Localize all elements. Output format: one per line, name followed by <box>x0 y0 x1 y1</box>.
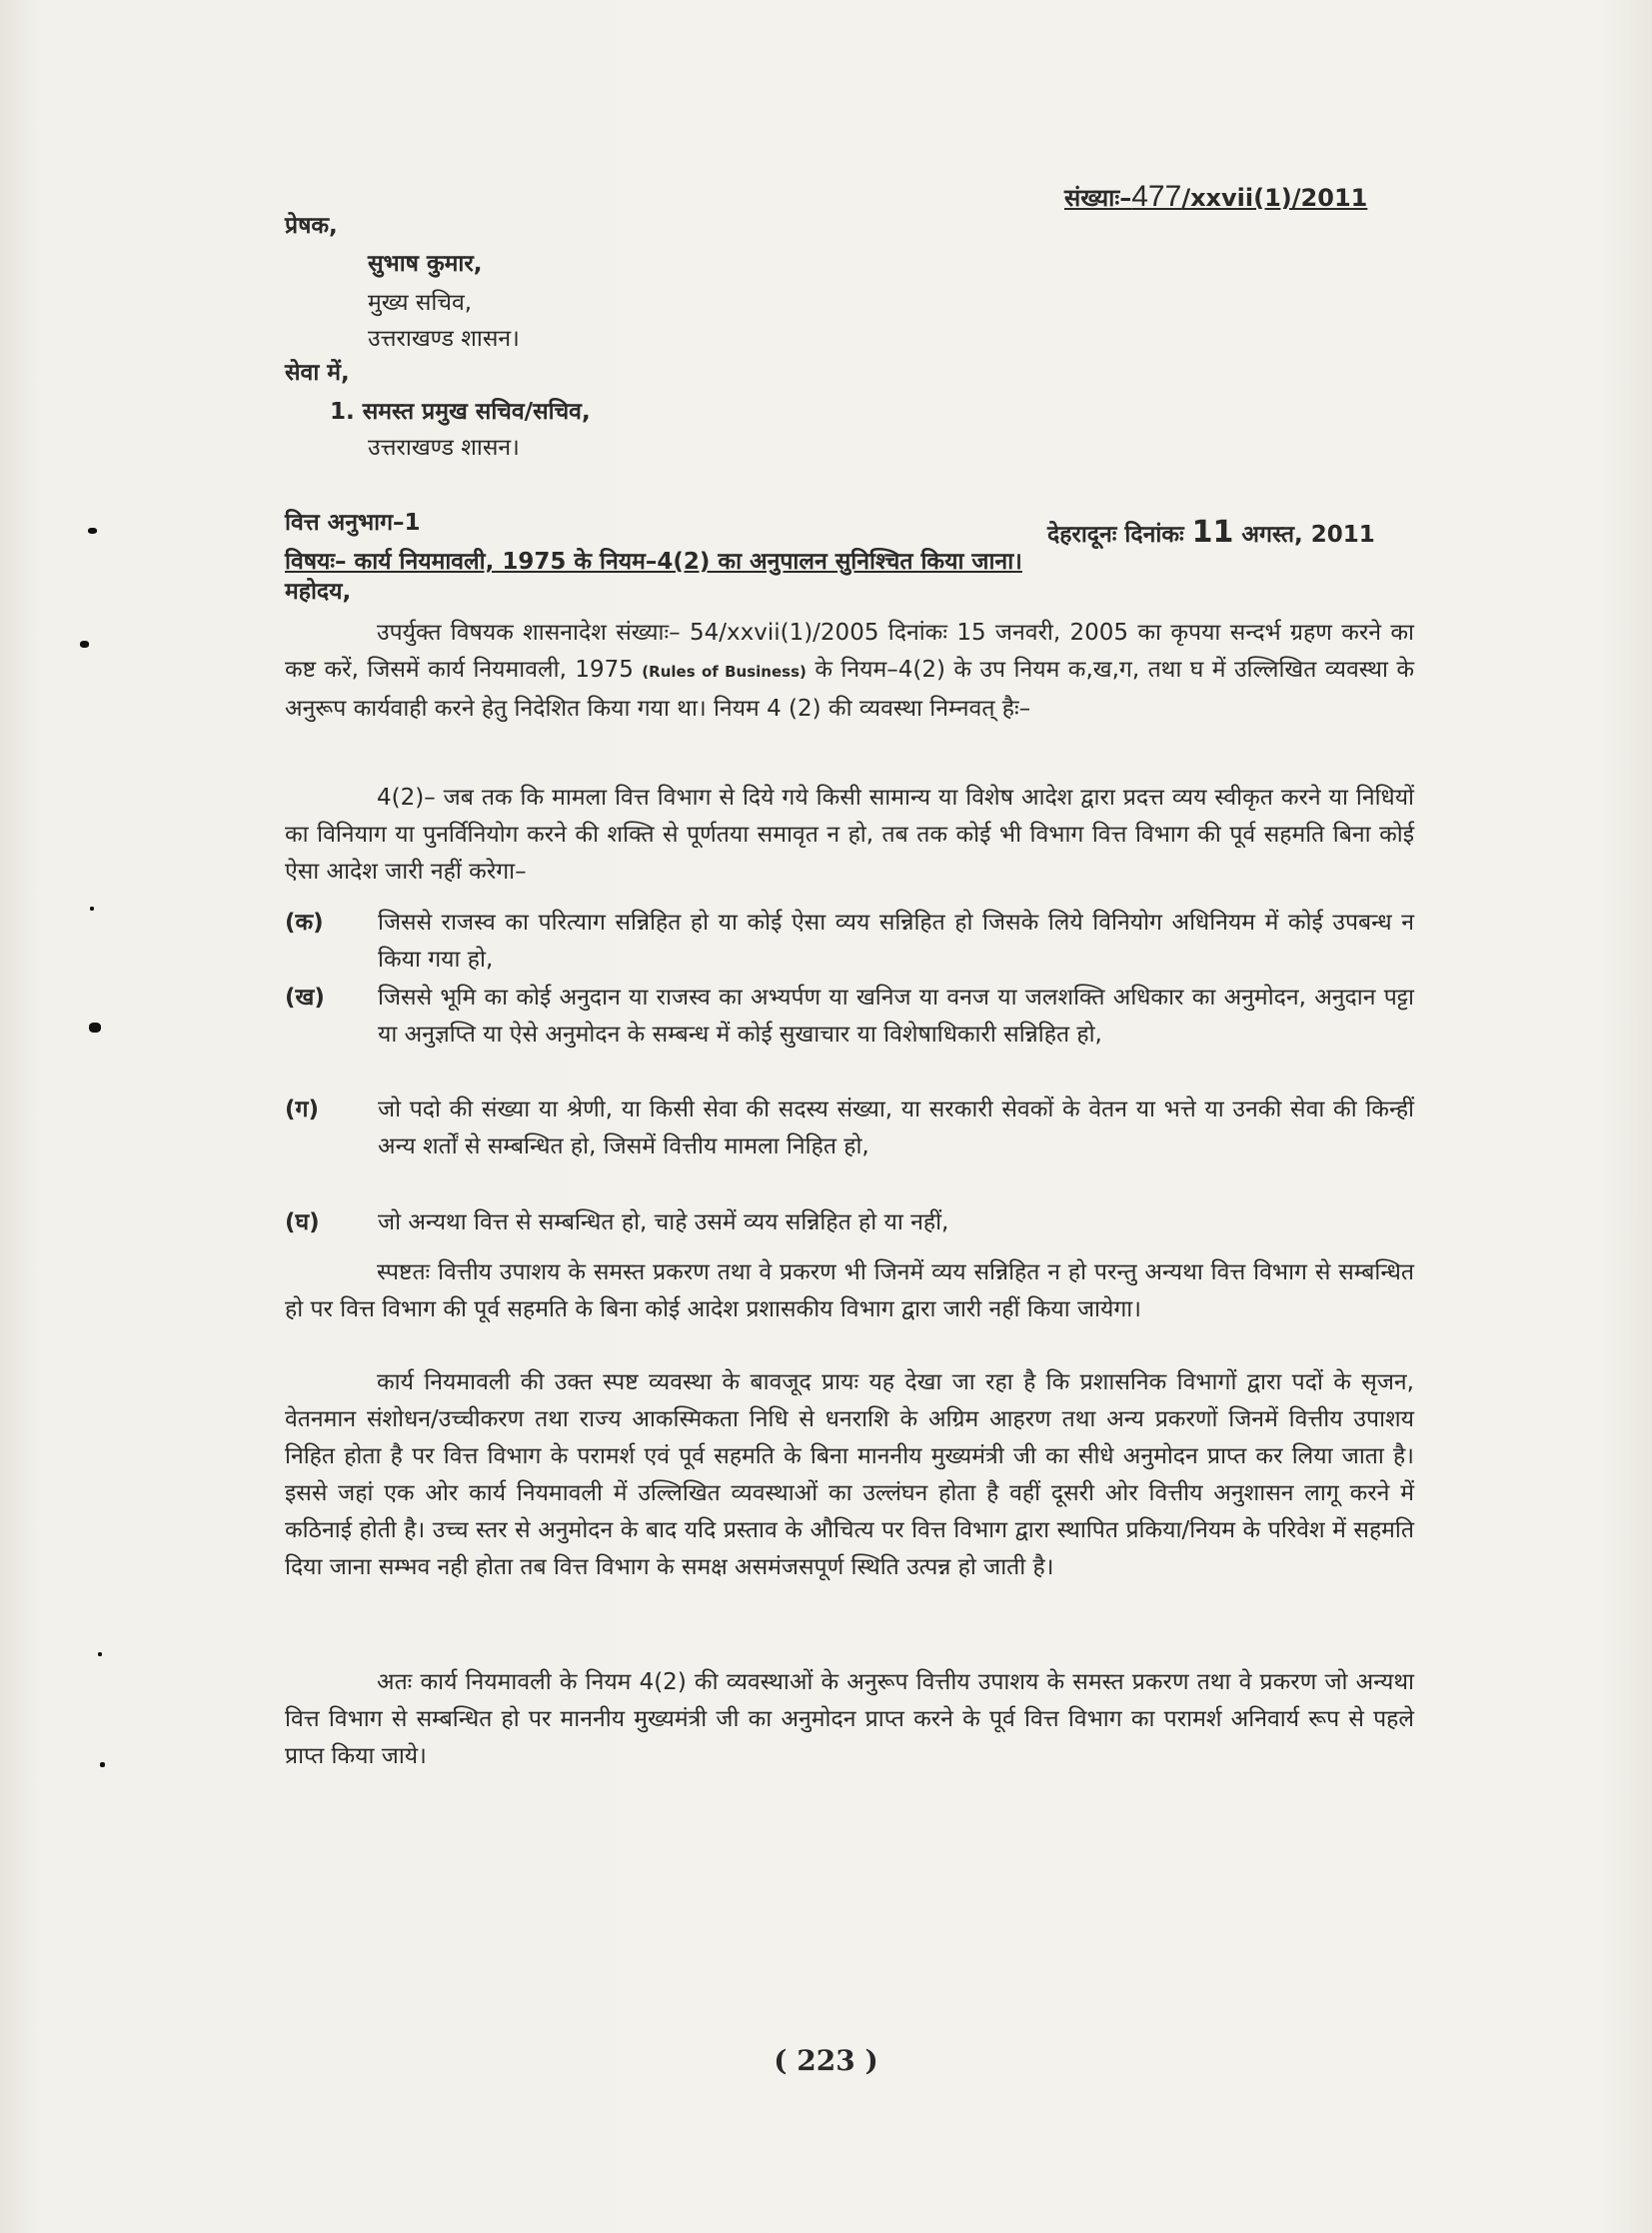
clause-mark: (ग) <box>285 1097 319 1122</box>
recipient-item: 1. समस्त प्रमुख सचिव/सचिव, <box>330 399 591 425</box>
sender-name: सुभाष कुमार, <box>368 251 483 277</box>
sender-designation: मुख्य सचिव, <box>368 290 473 316</box>
clause-text: जो अन्यथा वित्त से सम्बन्धित हो, चाहे उसमें व्यय सन्निहित हो या नहीं, <box>378 1209 949 1235</box>
paragraph-clarification-text: स्पष्टतः वित्तीय उपाशय के समस्त प्रकरण तथा वे प्रकरण भी जिनमें व्यय सन्निहित न हो परन्तु अन्यथा वित्त विभाग से सम्बन्धित हो पर वित्त विभाग की पूर्व सहमति के बिना कोई आदेश प्रशासकीय विभाग द्वारा जारी नहीं किया जायेगा। <box>285 1259 1414 1322</box>
sender-government: उत्तराखण्ड शासन। <box>368 326 520 352</box>
paragraph-clarification <box>285 1254 1414 1328</box>
paragraph-reference <box>285 615 1414 728</box>
scan-speck <box>98 1652 102 1656</box>
department: वित्त अनुभाग–1 <box>285 510 421 536</box>
paragraph-directive-text: अतः कार्य नियमावली के नियम 4(2) की व्यवस्थाओं के अनुरूप वित्तीय उपाशय के समस्त प्रकरण तथा वे प्रकरण जो अन्यथा वित्त विभाग से सम्बन्धित हो पर माननीय मुख्यमंत्री जी का अनुमोदन प्राप्त करने के पूर्व वित्त विभाग का परामर्श अनिवार्य रूप से पहले प्राप्त किया जाये। <box>285 1669 1414 1769</box>
scan-speck <box>100 1762 105 1767</box>
paragraph-observation-text: कार्य नियमावली की उक्त स्पष्ट व्यवस्था के बावजूद प्रायः यह देखा जा रहा है कि प्रशासनिक विभागों द्वारा पदों के सृजन, वेतनमान संशोधन/उच्चीकरण तथा राज्य आकस्मिकता निधि से धनराशि के अग्रिम आहरण तथा अन्य प्रकरणों जिनमें वित्तीय उपाशय निहित होता है पर वित्त विभाग के परामर्श एवं पूर्व सहमति के बिना माननीय मुख्यमंत्री जी का सीधे अनुमोदन प्राप्त कर लिया जाता है। इससे जहां एक ओर कार्य नियमावली में उल्लिखित व्यवस्थाओं का उल्लंघन होता है वहीं दूसरी ओर वित्तीय अनुशासन लागू करने में कठिनाई होती है। उच्च स्तर से अनुमोदन के बाद यदि प्रस्ताव के औचित्य पर वित्त विभाग द्वारा स्थापित प्रकिया/नियम के परिवेश में सहमति दिया जाना सम्भव नही होता तब वित्त विभाग के समक्ष असमंजसपूर्ण स्थिति उत्पन्न हो जाती है। <box>285 1369 1414 1580</box>
reference-prefix: संख्याः– <box>1064 184 1132 212</box>
paragraph-reference-a: उपर्युक्त विषयक शासनादेश संख्याः– 54/xxvii(1)/2005 दिनांकः 15 जनवरी, 2005 का कृपया सन्दर्भ ग्रहण करने का कष्ट करें, जिसमें कार्य नियमावली, 1975 <box>285 620 1414 683</box>
rules-of-business-note: (Rules of Business) <box>642 663 807 681</box>
date-day: 11 <box>1191 515 1234 550</box>
clause-mark: (ख) <box>285 985 325 1011</box>
reference-number-value: 477 <box>1131 180 1182 213</box>
clause-mark: (घ) <box>285 1209 320 1235</box>
place-date-prefix: देहरादूनः दिनांकः <box>1047 522 1184 548</box>
clause-text: जो पदो की संख्या या श्रेणी, या किसी सेवा की सदस्य संख्या, या सरकारी सेवकों के वेतन या भत्ते या उनकी सेवा की किन्हीं अन्य शर्तों से सम्बन्धित हो, जिसमें वित्तीय मामला निहित हो, <box>378 1097 1414 1159</box>
scan-speck <box>90 907 94 911</box>
sender-label: प्रेषक, <box>285 213 338 239</box>
page-number: ( 223 ) <box>774 2044 878 2077</box>
paragraph-reference-b: के नियम–4(2) के उप नियम क,ख,ग, तथा घ में उल्लिखित व्यवस्था के अनुरूप कार्यवाही करने हेतु निदेशित किया गया था। नियम 4 (2) की व्यवस्था निम्नवत् हैः– <box>285 657 1415 722</box>
paragraph-rule-4-2 <box>285 780 1414 891</box>
place-date <box>1047 515 1375 550</box>
recipient-government: उत्तराखण्ड शासन। <box>368 435 520 461</box>
reference-suffix: /xxvii(1)/2011 <box>1181 184 1368 212</box>
reference-number <box>1064 180 1367 214</box>
date-rest: अगस्त, 2011 <box>1241 522 1375 548</box>
paragraph-rule-4-2-text: 4(2)– जब तक कि मामला वित्त विभाग से दिये गये किसी सामान्य या विशेष आदेश द्वारा प्रदत्त व्यय स्वीकृत करने या निधियों का विनियाग या पुनर्विनियोग करने की शक्ति से पूर्णतया समावृत न हो, तब तक कोई भी विभाग वित्त विभाग की पूर्व सहमति बिना कोई ऐसा आदेश जारी नहीं करेगा– <box>285 785 1414 885</box>
salutation: महोदय, <box>285 579 352 605</box>
clause-text: जिससे भूमि का कोई अनुदान या राजस्व का अभ्यर्पण या खनिज या वनज या जलशक्ति अधिकार का अनुमोदन, अनुदान पट्टा या अनुज्ञप्ति या ऐसे अनुमोदन के सम्बन्ध में कोई सुखाचार या विशेषाधिकारी सन्निहित हो, <box>378 985 1414 1048</box>
clause-mark: (क) <box>285 910 324 936</box>
recipient-label: सेवा में, <box>285 360 350 386</box>
paragraph-directive <box>285 1664 1414 1775</box>
clause-text: जिससे राजस्व का परित्याग सन्निहित हो या कोई ऐसा व्यय सन्निहित हो जिसके लिये विनियोग अधिनियम में कोई उपबन्ध न किया गया हो, <box>378 910 1414 973</box>
scan-speck <box>80 641 89 648</box>
paragraph-observation <box>285 1364 1414 1586</box>
scan-speck <box>88 528 97 534</box>
scan-speck <box>89 1023 101 1033</box>
subject-line: विषयः– कार्य नियमावली, 1975 के नियम–4(2) का अनुपालन सुनिश्चित किया जाना। <box>285 549 1022 575</box>
